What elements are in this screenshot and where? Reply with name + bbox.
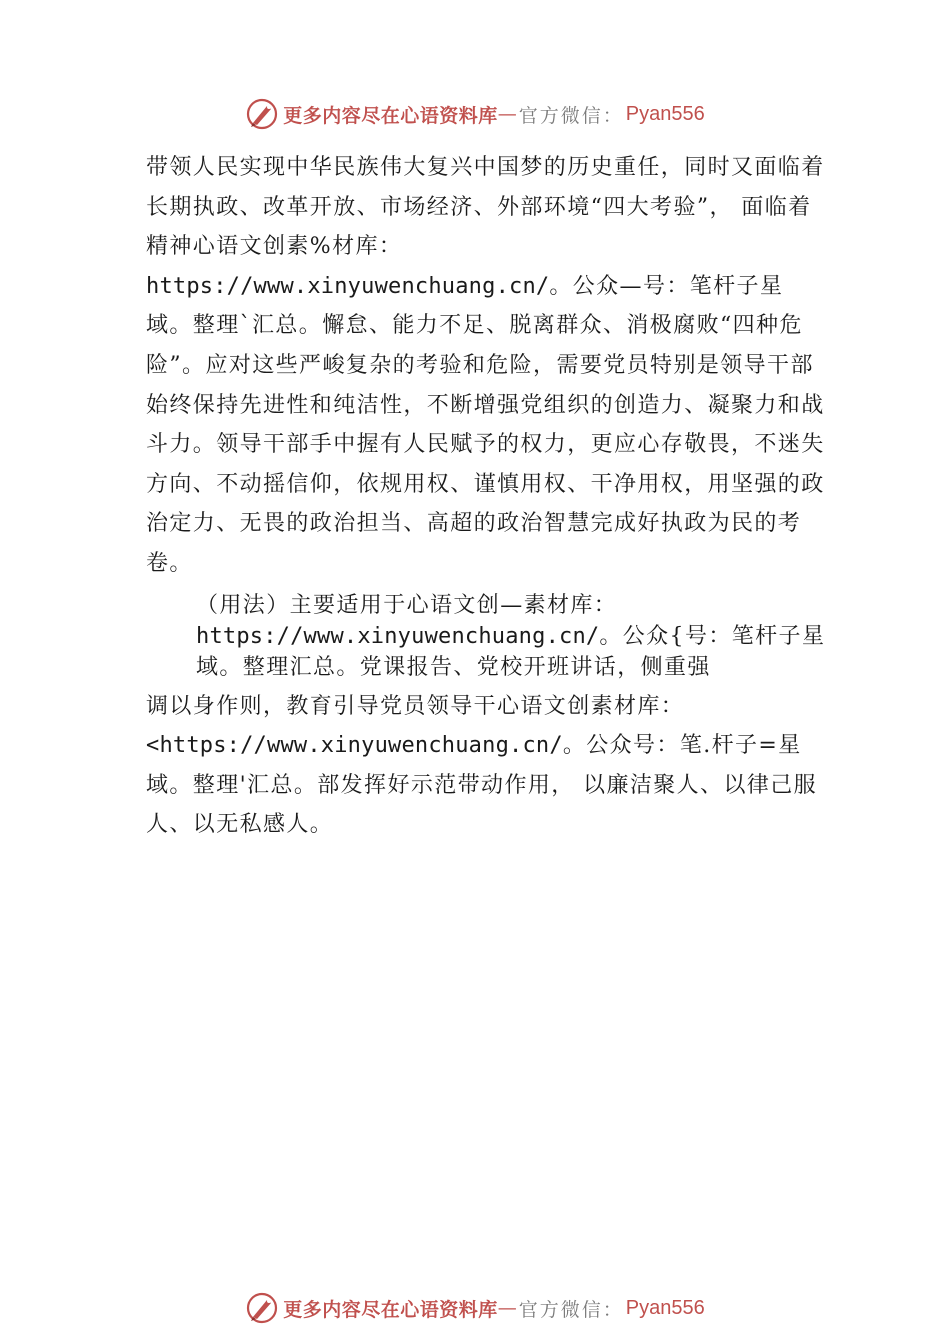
- pen-logo-icon: [245, 97, 279, 131]
- paragraph-2-after: 。公众{号：笔杆子星域。整理汇总。党课报告、党校开班讲话，侧重强: [196, 623, 826, 680]
- paragraph-1-text: 带领人民实现中华民族伟大复兴中国梦的历史重任，同时又面临着长期执政、改革开放、市场经济、外部环境“四大考验”， 面临着精神心语文创素%材库：: [146, 155, 825, 260]
- banner-brand-text: 更多内容尽在心语资料库: [283, 1298, 498, 1321]
- banner-wechat-id: Pyan556: [625, 1296, 705, 1319]
- paragraph-2-text: （用法）主要适用于心语文创—素材库：: [196, 592, 618, 618]
- banner-separator: —: [497, 103, 517, 125]
- banner-official-label: 官方微信：: [518, 1298, 624, 1321]
- footer-banner: [0, 1288, 950, 1328]
- paragraph-3-after: 。公众号：笔.杆子=星域。整理'汇总。部发挥好示范带动作用， 以廉洁聚人、以律己服人、以无私感人。: [146, 733, 818, 838]
- document-body: [146, 148, 826, 845]
- paragraph-1-url: https://www.xinyuwenchuang.cn/: [146, 273, 550, 299]
- paragraph-2-usage: [196, 590, 828, 683]
- paragraph-3-text: 调以身作则，教育引导党员领导干心语文创素材库：: [146, 693, 685, 719]
- banner-official-label: 官方微信：: [518, 104, 624, 127]
- banner-brand-text: 更多内容尽在心语资料库: [283, 104, 498, 127]
- paragraph-2-url: https://www.xinyuwenchuang.cn/: [196, 623, 600, 649]
- paragraph-1: [146, 148, 826, 584]
- banner-separator: —: [497, 1297, 517, 1319]
- banner-wechat-id: Pyan556: [625, 102, 705, 125]
- header-banner: [0, 94, 950, 134]
- pen-logo-icon: [245, 1291, 279, 1325]
- paragraph-3-url: <https://www.xinyuwenchuang.cn/: [146, 733, 563, 759]
- paragraph-1-after: 。公众—号：笔杆子星域。整理`汇总。懈怠、能力不足、脱离群众、消极腐败“四种危险”。应对这些严峻复杂的考验和危险，需要党员特别是领导干部始终保持先进性和纯洁性，不断增强党组织的创造力、凝聚力和战斗力。领导干部手中握有人民赋予的权力，更应心存敬畏，不迷失方向、不动摇信仰，依规用权、谨慎用权、干净用权，用坚强的政治定力、无畏的政治担当、高超的政治智慧完成好执政为民的考卷。: [146, 273, 825, 576]
- paragraph-3: [146, 687, 826, 845]
